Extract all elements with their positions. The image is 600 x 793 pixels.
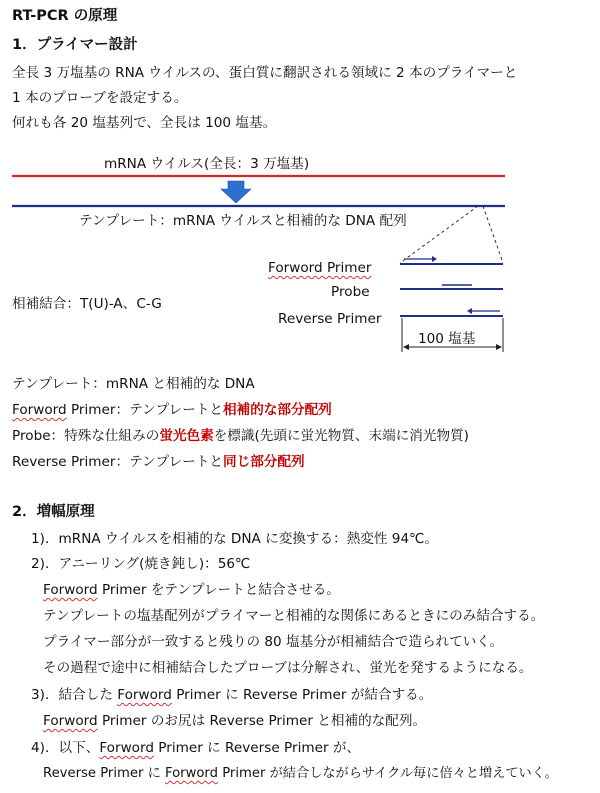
- def-forward-emphasis: 相補的な部分配列: [223, 402, 332, 418]
- step-2-line-b: テンプレートの塩基配列がプライマーと相補的な関係にあるときにのみ結合する。: [43, 608, 545, 624]
- def-reverse-emphasis: 同じ部分配列: [223, 454, 305, 470]
- reverse-primer-arrowhead: [467, 308, 472, 314]
- forward-word: Forword: [43, 713, 98, 729]
- def-reverse-pre: Reverse Primer：テンプレートと: [12, 454, 224, 470]
- forward-primer-arrowhead: [432, 256, 437, 262]
- section1-para-1: 全長 3 万塩基の RNA ウイルスの、蛋白質に翻訳される領域に 2 本のプライマーと: [12, 65, 518, 81]
- step-2a-text: Primer をテンプレートと結合させる。: [97, 582, 340, 598]
- length-arrowhead-right: [496, 344, 502, 350]
- step-3-pre: 3)．結合した: [31, 687, 118, 703]
- template-label: テンプレート：mRNA ウイルスと相補的な DNA 配列: [79, 213, 407, 229]
- def-forward-text: Primer：テンプレートと: [66, 402, 224, 418]
- step-4-line-a: [43, 765, 558, 783]
- step-1: 1)．mRNA ウイルスを相補的な DNA に変換する：熱変性 94℃。: [31, 531, 438, 547]
- forward-word: Forword: [99, 740, 154, 756]
- def-probe-emphasis: 蛍光色素: [159, 428, 214, 444]
- complement-rule: 相補結合：T(U)-A、C-G: [12, 296, 162, 312]
- def-template: テンプレート：mRNA と相補的な DNA: [12, 376, 255, 392]
- step-2-line-d: その過程で途中に相補結合したプローブは分解され、蛍光を発するようになる。: [43, 660, 533, 676]
- def-forward: [12, 401, 332, 419]
- conversion-arrow: [221, 181, 251, 203]
- step-3-line-a: [43, 712, 426, 730]
- length-label: 100 塩基: [418, 331, 476, 347]
- def-probe-pre: Probe：特殊な仕組みの: [12, 428, 160, 444]
- step-4a-pre: Reverse Primer に: [43, 766, 165, 781]
- step-2-line-a: [43, 581, 340, 599]
- zoom-line-right: [483, 206, 503, 263]
- def-probe: [12, 427, 469, 445]
- forward-word: Forword: [12, 402, 67, 418]
- step-3a-text: Primer のお尻は Reverse Primer と相補的な配列。: [97, 713, 427, 729]
- zoom-line-left: [400, 206, 478, 263]
- mrna-label: mRNA ウイルス(全長：3 万塩基): [104, 156, 310, 172]
- step-2-line-c: プライマー部分が一致すると残りの 80 塩基分が相補結合で造られていく。: [43, 634, 504, 650]
- step-4-pre: 4)．以下、: [31, 740, 100, 756]
- forward-word: Forword: [164, 766, 218, 781]
- length-arrowhead-left: [403, 344, 409, 350]
- section1-para-2: 1 本のプローブを設定する。: [12, 90, 188, 106]
- page-title: RT-PCR の原理: [12, 8, 118, 24]
- section1-para-3: 何れも各 20 塩基列で、全長は 100 塩基。: [12, 115, 277, 131]
- forward-word: Forword: [117, 687, 172, 703]
- section1-heading: 1．プライマー設計: [12, 37, 138, 53]
- section2-heading: 2．増幅原理: [12, 504, 95, 520]
- step-4-post: Primer に Reverse Primer が、: [153, 740, 361, 756]
- forward-word: Forword: [43, 582, 98, 598]
- step-2: 2)．アニーリング(焼き鈍し)：56℃: [31, 556, 251, 572]
- forward-primer-label: Forword Primer: [268, 260, 372, 276]
- def-reverse: [12, 453, 305, 471]
- step-3-post: Primer に Reverse Primer が結合する。: [171, 687, 433, 703]
- step-4a-post: Primer が結合しながらサイクル毎に倍々と増えていく。: [218, 766, 558, 781]
- probe-label: Probe: [331, 284, 370, 300]
- step-3: [31, 686, 432, 704]
- def-probe-post: を標識(先頭に蛍光物質、末端に消光物質): [213, 428, 469, 444]
- step-4: [31, 739, 360, 757]
- reverse-primer-label: Reverse Primer: [278, 311, 382, 327]
